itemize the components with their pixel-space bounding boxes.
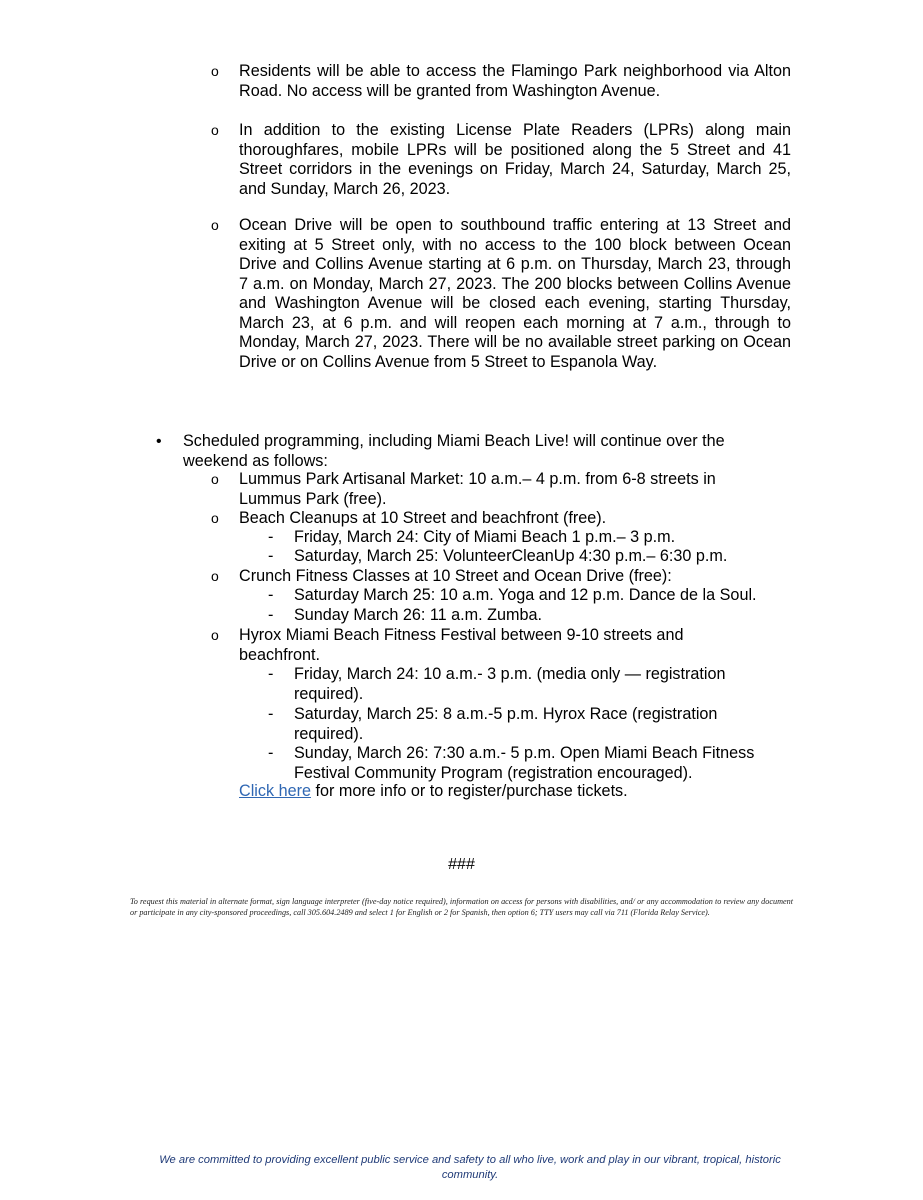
event-detail-text: Sunday, March 26: 7:30 a.m.- 5 p.m. Open Miami Beach Fitness Festival Community Program (registration encouraged). (294, 744, 755, 782)
dash-bullet-icon: - (268, 744, 274, 762)
event-item (211, 567, 779, 587)
footer-statement: We are committed to providing excellent public service and safety to all who live, work and play in our vibrant, tropical, historic community. (159, 1154, 781, 1181)
event-detail-text: Friday, March 24: 10 a.m.- 3 p.m. (media only — registration required). (294, 665, 726, 703)
dash-bullet-icon: - (268, 547, 274, 565)
circle-bullet-icon: o (211, 122, 219, 138)
circle-bullet-icon: o (211, 471, 219, 487)
measure-text: Residents will be able to access the Flamingo Park neighborhood via Alton Road. No access will be granted from Washington Avenue. (239, 62, 791, 100)
circle-bullet-icon: o (211, 63, 219, 79)
event-detail-text: Saturday, March 25: VolunteerCleanUp 4:30 p.m.– 6:30 p.m. (294, 547, 728, 565)
event-title: Lummus Park Artisanal Market: 10 a.m.– 4 p.m. from 6-8 streets in Lummus Park (free). (239, 470, 716, 508)
event-title: Beach Cleanups at 10 Street and beachfront (free). (239, 509, 607, 527)
measure-text: In addition to the existing License Plate Readers (LPRs) along main thoroughfares, mobile LPRs will be positioned along the 5 Street and 41 Street corridors in the evenings on Friday, March 24, Saturday, March 25, and Sunday, March 26, 2023. (239, 121, 791, 198)
event-detail-text: Friday, March 24: City of Miami Beach 1 p.m.– 3 p.m. (294, 528, 676, 546)
dash-bullet-icon: - (268, 606, 274, 624)
more-info-line (239, 782, 799, 802)
event-detail-text: Saturday, March 25: 8 a.m.-5 p.m. Hyrox Race (registration required). (294, 705, 718, 743)
measure-item (211, 216, 791, 372)
event-detail (268, 606, 794, 626)
event-detail (268, 744, 804, 783)
event-item (211, 509, 779, 529)
event-detail (268, 528, 794, 548)
event-detail (268, 665, 784, 704)
circle-bullet-icon: o (211, 217, 219, 233)
event-title: Crunch Fitness Classes at 10 Street and Ocean Drive (free): (239, 567, 672, 585)
event-detail-text: Sunday March 26: 11 a.m. Zumba. (294, 606, 543, 624)
event-item (211, 626, 739, 665)
end-mark: ### (448, 856, 475, 873)
circle-bullet-icon: o (211, 568, 219, 584)
measure-text: Ocean Drive will be open to southbound traffic entering at 13 Street and exiting at 5 Street only, with no access to the 100 block between Ocean Drive and Collins Avenue starting at 6 p.m. on Thursday, March 23, through 7 a.m. on Monday, March 27, 2023. The 200 blocks between Collins Avenue and Washington Avenue will be closed each evening, starting Thursday, March 23, at 6 p.m. and will reopen each morning at 7 a.m., through to Monday, March 27, 2023. There will be no available street parking on Ocean Drive or on Collins Avenue from 5 Street to Espanola Way. (239, 216, 791, 371)
dash-bullet-icon: - (268, 586, 274, 604)
event-item (211, 470, 779, 509)
programming-intro (156, 432, 783, 471)
circle-bullet-icon: o (211, 627, 219, 643)
bullet-icon: • (156, 433, 162, 450)
event-detail (268, 705, 784, 744)
measure-item (211, 121, 791, 199)
event-detail-text: Saturday March 25: 10 a.m. Yoga and 12 p.m. Dance de la Soul. (294, 586, 757, 604)
accessibility-disclaimer: To request this material in alternate format, sign language interpreter (five-day notice required), information on access for persons with disabilities, and/ or any accommodation to review any document or participate in any city-sponsored proceedings, call 305.604.2489 and select 1 for English or 2 for Spanish, then option 6; TTY users may call via 711 (Florida Relay Service). (130, 897, 793, 917)
click-here-link[interactable]: Click here (239, 782, 311, 800)
event-title: Hyrox Miami Beach Fitness Festival between 9-10 streets and beachfront. (239, 626, 684, 664)
dash-bullet-icon: - (268, 528, 274, 546)
measure-item (211, 62, 791, 101)
event-detail (268, 586, 814, 606)
more-info-text: for more info or to register/purchase tickets. (310, 782, 628, 800)
circle-bullet-icon: o (211, 510, 219, 526)
dash-bullet-icon: - (268, 665, 274, 683)
event-detail (268, 547, 794, 567)
dash-bullet-icon: - (268, 705, 274, 723)
programming-intro-text: Scheduled programming, including Miami Beach Live! will continue over the weekend as follows: (183, 432, 725, 470)
